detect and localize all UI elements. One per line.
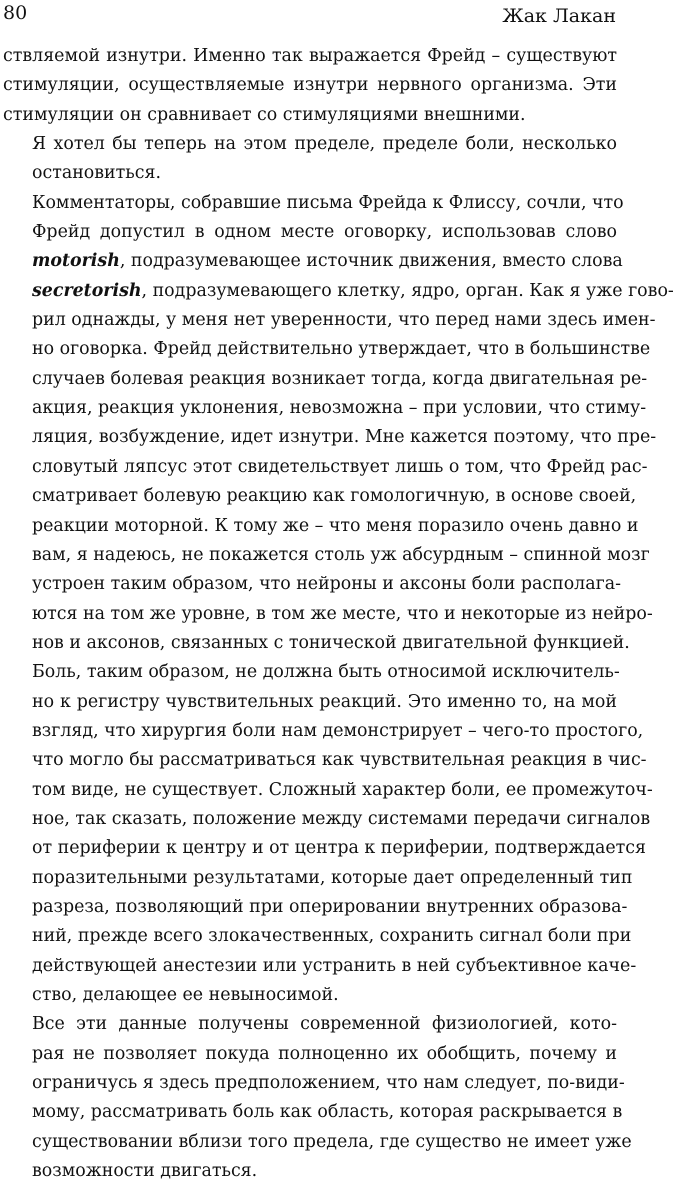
running-head: Жак Лакан bbox=[502, 5, 616, 27]
text-line: Фрейд допустил в одном месте оговорку, использовав слово bbox=[32, 222, 617, 243]
text-line: но оговорка. Фрейд действительно утверждает, что в большинстве bbox=[32, 339, 651, 360]
text-line: реакции моторной. К тому же – что меня поразило очень давно и bbox=[32, 515, 639, 536]
text-line: том виде, не существует. Сложный характер боли, ее промежуточ- bbox=[32, 779, 653, 800]
paragraph bbox=[3, 42, 617, 130]
text-line: случаев болевая реакция возникает тогда, когда двигательная ре- bbox=[32, 368, 648, 389]
text-line: сматривает болевую реакцию как гомологичную, в основе своей, bbox=[32, 486, 637, 507]
text-line bbox=[3, 277, 674, 306]
text-line: рил однажды, у меня нет уверенности, что перед нами здесь имен- bbox=[32, 310, 656, 331]
text-fragment: , подразумевающего клетку, ядро, орган. Как я уже гово- bbox=[141, 280, 674, 301]
text-line: поразительными результатами, которые дает определенный тип bbox=[32, 867, 633, 888]
text-line: ограничусь я здесь предположением, что нам следует, по-види- bbox=[32, 1073, 625, 1094]
emphasized-term: motorish bbox=[32, 251, 120, 272]
text-line: Комментаторы, собравшие письма Фрейда к Флиссу, сочли, что bbox=[32, 192, 624, 213]
text-line: ются на том же уровне, в том же месте, что и некоторые из нейро- bbox=[32, 603, 653, 624]
text-line: существовании вблизи того предела, где существо не имеет уже bbox=[32, 1131, 632, 1152]
text-line: ное, так сказать, положение между системами передачи сигналов bbox=[32, 808, 651, 829]
text-line: ний, прежде всего злокачественных, сохранить сигнал боли при bbox=[32, 926, 632, 947]
paragraph bbox=[3, 658, 653, 1010]
emphasized-term: secretorish bbox=[32, 280, 142, 301]
text-line: Все эти данные получены современной физиологией, кото- bbox=[32, 1014, 617, 1035]
text-line: словутый ляпсус этот свидетельствует лишь о том, что Фрейд рас- bbox=[32, 456, 648, 477]
page-number: 80 bbox=[3, 2, 28, 24]
paragraph bbox=[3, 1010, 632, 1186]
text-line: ляция, возбуждение, идет изнутри. Мне кажется поэтому, что пре- bbox=[32, 427, 657, 448]
text-line: что могло бы рассматриваться как чувствительная реакция в чис- bbox=[32, 750, 647, 771]
page-header bbox=[0, 0, 620, 32]
text-line: Боль, таким образом, не должна быть относимой исключитель- bbox=[32, 662, 620, 683]
text-line: ствляемой изнутри. Именно так выражается Фрейд – существуют bbox=[3, 46, 617, 66]
text-fragment: , подразумевающее источник движения, вместо слова bbox=[119, 251, 623, 272]
text-line: мому, рассматривать боль как область, которая раскрывается в bbox=[32, 1102, 623, 1123]
text-line: рая не позволяет покуда полноценно их обобщить, почему и bbox=[32, 1043, 617, 1064]
paragraph bbox=[3, 130, 617, 189]
text-line: от периферии к центру и от центра к периферии, подтверждается bbox=[32, 838, 646, 859]
text-line: нов и аксонов, связанных с тонической двигательной функцией. bbox=[32, 632, 630, 653]
text-line: акция, реакция уклонения, невозможна – при условии, что стиму- bbox=[32, 398, 647, 419]
text-line: стимуляции он сравнивает со стимуляциями внешними. bbox=[3, 104, 526, 125]
paragraph bbox=[3, 189, 674, 659]
text-line: но к регистру чувствительных реакций. Это именно то, на мой bbox=[32, 691, 617, 712]
text-line bbox=[3, 247, 623, 276]
text-line: действующей анестезии или устранить в ней субъективное каче- bbox=[32, 955, 637, 976]
text-line: Я хотел бы теперь на этом пределе, пределе боли, несколько bbox=[32, 134, 617, 155]
text-line: возможности двигаться. bbox=[32, 1161, 258, 1182]
text-line: вам, я надеюсь, не покажется столь уж абсурдным – спинной мозг bbox=[32, 544, 650, 565]
text-line: стимуляции, осуществляемые изнутри нервного организма. Эти bbox=[3, 75, 617, 96]
text-line: разреза, позволяющий при оперировании внутренних образова- bbox=[32, 896, 628, 917]
text-line: взгляд, что хирургия боли нам демонстрирует – чего-то простого, bbox=[32, 720, 644, 741]
text-line: ство, делающее ее невыносимой. bbox=[32, 985, 339, 1005]
text-line: устроен таким образом, что нейроны и аксоны боли располага- bbox=[32, 574, 621, 595]
text-line: остановиться. bbox=[32, 163, 161, 184]
page-body bbox=[3, 42, 674, 1186]
